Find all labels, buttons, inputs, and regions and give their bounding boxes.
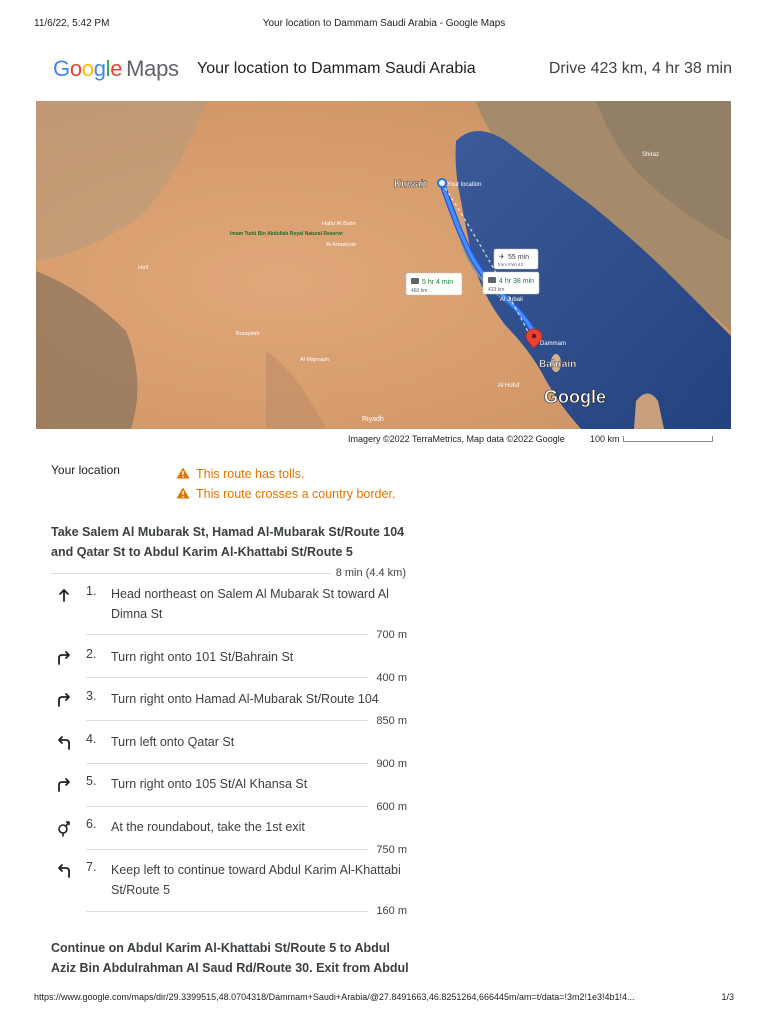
main-route-time: 4 hr 38 min — [499, 278, 535, 285]
keep-left-icon — [55, 862, 73, 880]
straight-arrow-icon — [55, 586, 73, 604]
step-number: 3. — [86, 689, 97, 703]
step-distance: 900 m — [376, 758, 407, 770]
alt-route-callout[interactable] — [406, 273, 462, 295]
alt-route-dist: 460 km — [411, 288, 428, 294]
step-divider — [86, 806, 368, 807]
car-icon — [411, 278, 419, 284]
step-number: 7. — [86, 860, 97, 874]
step-instruction: At the roundabout, take the 1st exit — [111, 820, 305, 834]
step-distance: 600 m — [376, 801, 407, 813]
label-hafar: Hafar Al Batin — [322, 221, 356, 227]
drive-summary: Drive 423 km, 4 hr 38 min — [548, 60, 732, 77]
warning-icon — [176, 467, 190, 479]
label-al-artawiyah: Al Artawiyah — [326, 242, 357, 248]
map-credits: Imagery ©2022 TerraMetrics, Map data ©2022 Google — [348, 434, 565, 444]
label-al-jubail: Al Jubail — [500, 297, 523, 303]
print-page-number: 1/3 — [721, 992, 734, 1002]
step-distance: 750 m — [376, 844, 407, 856]
flight-sub: from KWI 43 — [498, 262, 524, 267]
car-icon — [488, 277, 496, 283]
label-al-hofuf: Al Hofuf — [498, 383, 520, 389]
step-number: 2. — [86, 647, 97, 661]
step-divider — [86, 677, 368, 678]
print-page-title: Your location to Dammam Saudi Arabia - Google Maps — [262, 18, 506, 29]
google-watermark: Google — [544, 387, 606, 407]
step-instruction: Turn right onto Hamad Al-Mubarak St/Route 104 — [111, 692, 379, 706]
origin-label: Your location — [51, 463, 120, 477]
turn-right-icon — [55, 691, 73, 709]
print-footer — [34, 992, 734, 1006]
step-divider — [86, 634, 368, 635]
main-route-dist: 423 km — [488, 287, 505, 293]
directions-header — [36, 54, 732, 88]
label-reserve: Imam Turki Bin Abdullah Royal Natural Reserve — [230, 231, 343, 237]
step-divider — [86, 763, 368, 764]
step-distance: 700 m — [376, 629, 407, 641]
print-url: https://www.google.com/maps/dir/29.3399515,48.0704318/Dammam+Saudi+Arabia/@27.8491663,46.8251264,666445m/am=t/data=!3m2!1e3!4b1!4... — [34, 992, 635, 1002]
warning-icon — [176, 487, 190, 499]
satellite-map-svg[interactable] — [36, 101, 731, 429]
step-distance: 400 m — [376, 672, 407, 684]
main-route-callout[interactable] — [483, 272, 539, 294]
step-instruction: Head northeast on Salem Al Mubarak St toward Al Dimna St — [111, 587, 389, 621]
step-instruction: Keep left to continue toward Abdul Karim Al-Khattabi St/Route 5 — [111, 863, 401, 897]
flight-callout[interactable] — [494, 249, 538, 269]
step-instruction: Turn left onto Qatar St — [111, 735, 235, 749]
step-instruction: Turn right onto 105 St/Al Khansa St — [111, 777, 308, 791]
turn-right-icon — [55, 649, 73, 667]
label-dammam: Dammam — [540, 341, 567, 347]
roundabout-icon — [55, 819, 73, 837]
border-warning-text: This route crosses a country border. — [196, 487, 396, 501]
step-distance: 850 m — [376, 715, 407, 727]
label-bahrain: Bahrain — [539, 359, 577, 370]
section-duration: 8 min (4.4 km) — [335, 567, 406, 579]
tolls-warning — [176, 467, 304, 481]
map-scale-label: 100 km — [590, 434, 620, 444]
label-kuwait: Kuwait — [394, 179, 427, 190]
label-al-majmaah: Al Majmaah — [300, 357, 330, 363]
label-hail: Ha'il — [138, 265, 149, 271]
map-scale-bar — [623, 436, 713, 442]
step-number: 4. — [86, 732, 97, 746]
label-your-location: Your location — [447, 182, 482, 188]
step-divider — [86, 849, 368, 850]
print-header — [34, 18, 734, 32]
step-divider — [86, 911, 368, 912]
label-shiraz: Shiraz — [642, 152, 660, 158]
print-datetime: 11/6/22, 5:42 PM — [34, 18, 110, 29]
route-title: Your location to Dammam Saudi Arabia — [197, 60, 476, 77]
svg-text:✈: ✈ — [499, 254, 505, 261]
section-heading: Continue on Abdul Karim Al-Khattabi St/Route 5 to Abdul Aziz Bin Abdulrahman Al Saud Rd/Route 30. Exit from Abdul — [51, 941, 409, 975]
step-number: 1. — [86, 584, 97, 598]
step-distance: 160 m — [376, 905, 407, 917]
turn-left-icon — [55, 734, 73, 752]
origin-marker[interactable] — [438, 179, 446, 187]
label-riyadh: Riyadh — [362, 416, 384, 423]
alt-route-time: 5 hr 4 min — [422, 279, 454, 286]
step-number: 6. — [86, 817, 97, 831]
step-instruction: Turn right onto 101 St/Bahrain St — [111, 650, 294, 664]
google-maps-logo[interactable]: Google Maps — [53, 56, 179, 81]
section-heading: Take Salem Al Mubarak St, Hamad Al-Mubarak St/Route 104 and Qatar St to Abdul Karim Al-Khattabi St/Route 5 — [51, 525, 405, 559]
tolls-warning-text: This route has tolls. — [196, 467, 305, 481]
route-map[interactable] — [36, 101, 731, 429]
step-divider — [86, 720, 368, 721]
flight-time: 55 min — [508, 254, 530, 261]
label-buraydah: Buraydah — [236, 331, 260, 337]
border-warning — [176, 487, 395, 501]
step-number: 5. — [86, 774, 97, 788]
turn-right-icon — [55, 776, 73, 794]
